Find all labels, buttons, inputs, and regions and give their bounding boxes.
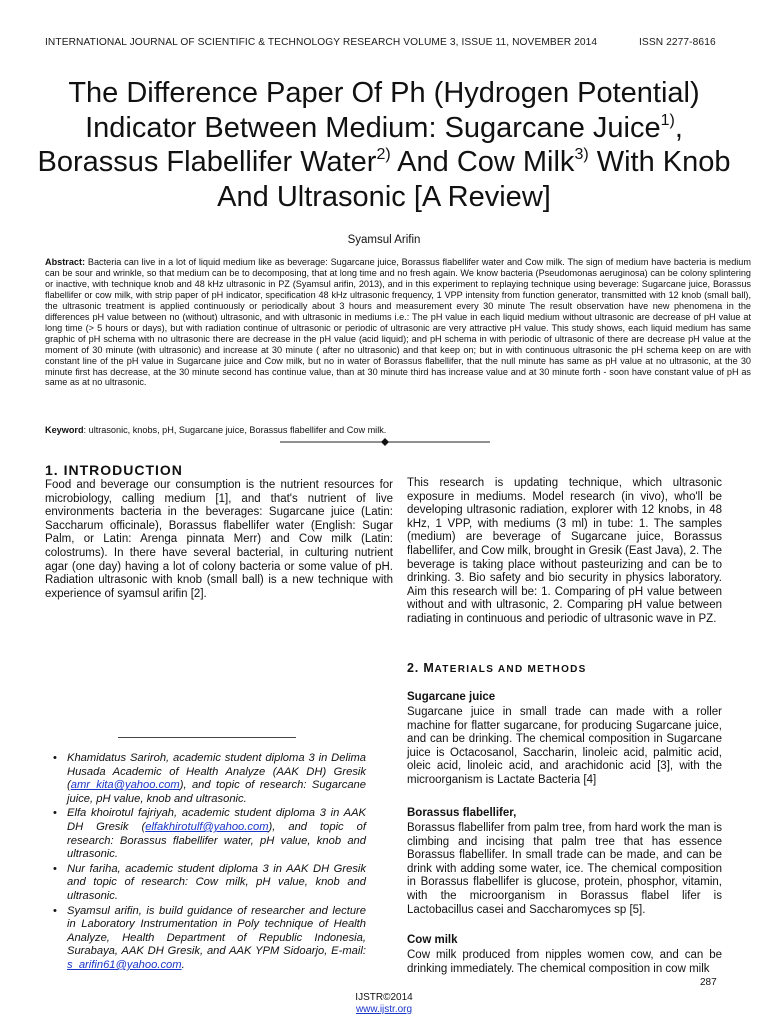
issn: ISSN 2277-8616	[639, 37, 716, 48]
footnote-item: • Nur fariha, academic student diploma 3 in AAK DH Gresik and topic of research: Cow milk, pH value, knob and ultrasonic.	[53, 862, 366, 902]
email-link[interactable]: s_arifin61@yahoo.com	[67, 958, 182, 971]
footnote-item: • Syamsul arifin, is build guidance of researcher and lecture in Laboratory Instrumentation in Poly technique of Health Analyze, Health Department of Republic Indonesia, Surabaya, AAK DH Gresik, and AAK YPM Sidoarjo, E-mail: s_arifin61@yahoo.com.	[53, 904, 366, 971]
bullet-icon: •	[53, 752, 57, 764]
abstract-text: Bacteria can live in a lot of liquid medium like as beverage: Sugarcane juice, Borassus flabellifer water and Cow milk. The sign of medium have bacteria is medium can be sour and wrinkle, so that medium can be to decomposing, that at long time and no fresh again. We know bacteria (Pseudomonas aeruginosa) can be colony splintering or inactive, with technique knob and 48 kHz ultrasonic in PZ (Syamsul arifin, 2013), and in this experiment to replaying technique using beverage: Sugarcane juice, Borassus flabellifer or cow milk, with strip paper of pH indicator, specification 48 kHz ultrasonic frequency, 1 VPP intensity from function generator, transmitted with 12 knob (small ball), the ultrasonic treatment is applied continuously or periodically about 3 hours and measurement every 30 minute The result observation have new phenomena in the differences pH value between no (without) ultrasonic, and with ultrasonic in mediums i.e.: The pH value in each liquid medium without ultrasonic are decrease of pH value at long time (> 5 hours or days), but with radiation continue of ultrasonic or periodic of ultrasonic are very attractive pH value. This study shows, each liquid medium has same graphic of pH schema with no ultrasonic there are decrease in the pH value (acid liquid); and pH schema in with periodic of ultrasonic of there are decrease pH value at the moment of 30 minute (with ultrasonic) and increase at 30 minute ( after no ultrasonic) and that keep on; but in with continuous ultrasonic the pH schema keep on are with constant line of the pH value in Sugarcane juice and Cow milk, but no in water of Borassus flabellifer, that the null minute has same as pH value at no ultrasonic, at the 30 minute first has decrease, at the 30 minute second has continue value, than at 30 minute third has increase value and at 30 minute forth - soon have constant value of pH as same as at no ultrasonic.	[45, 257, 751, 388]
title-sup-2: 2)	[376, 146, 391, 163]
bullet-icon: •	[53, 904, 57, 917]
borassus-heading: Borassus flabellifer,	[407, 807, 517, 819]
title-part-2: , Borassus Flabellifer Water	[37, 111, 683, 178]
intro-text: Food and beverage our consumption is the nutrient resources for microbiology, calling medium [1], and that's nutrient of live environments bacteria in the beverages: Sugarcane juice (Latin: Saccharum officinale), Borassus flabellifer water (English: Sugar Palm, or Latin: Arenga pinnata Merr) and Cow milk (Latin: colostrums). In there have several bacterial, in culturing nutrient agar (one day) having a lot of colony bacteria or some value of pH. Radiation ultrasonic with knob (small ball) is a new technique with experience of syamsul arifin [2].	[45, 479, 393, 600]
section-separator	[280, 436, 490, 448]
intro-continued-text: This research is updating technique, which ultrasonic exposure in mediums. Model research (in vivo), who'll be developing ultrasonic radiation, explorer with 12 knobs, in 48 kHz, 1 VPP, with mediums (3 ml) in tube: 1. The samples (medium) are beverage of Sugarcane juice, Borassus flabellifer, and Cow milk, brought in Gresik (East Java), 2. The beverage is taking place without pasteurizing and can be to drinking. 3. Bio safety and bio security in physics laboratory. Aim this research will be: 1. Comparing of pH value between without and with ultrasonic, 2. Comparing pH value between radiating in continuous and periodic of ultrasonic wave in PZ.	[407, 477, 722, 625]
email-link[interactable]: amr_kita@yahoo.com	[70, 779, 180, 792]
author-footnotes	[53, 752, 366, 974]
footnote-rule	[118, 737, 296, 738]
email-link[interactable]: elfakhirotulf@yahoo.com	[145, 820, 269, 833]
cow-milk-text: Cow milk produced from nipples women cow, and can be drinking immediately. The chemical composition in cow milk	[407, 949, 722, 975]
paper-title	[30, 76, 738, 214]
journal-url-link[interactable]: www.ijstr.org	[355, 1004, 413, 1015]
intro-heading: 1. INTRODUCTION	[45, 462, 183, 478]
title-part-3: And Cow Milk	[390, 146, 575, 178]
cow-milk-heading: Cow milk	[407, 934, 458, 946]
journal-header: INTERNATIONAL JOURNAL OF SCIENTIFIC & TECHNOLOGY RESEARCH VOLUME 3, ISSUE 11, NOVEMBER 2014	[45, 37, 598, 48]
keywords-label: Keyword	[45, 425, 84, 435]
sugarcane-text: Sugarcane juice in small trade can made with a roller machine for flatter sugarcane, for producing Sugarcane juice, and can be drinking. The chemical composition in Sugarcane juice is Octacosanol, Saccharin, linoleic acid, palmitic acid, oleic acid, linoleic acid, and arachidonic acid [3], with the microorganism is Lactate Bacteria [4]	[407, 706, 722, 786]
title-sup-3: 3)	[574, 146, 589, 163]
page-number: 287	[700, 977, 717, 988]
bullet-icon: •	[53, 807, 57, 820]
abstract-label: Abstract:	[45, 257, 86, 267]
sugarcane-heading: Sugarcane juice	[407, 691, 496, 703]
keywords-text: : ultrasonic, knobs, pH, Sugarcane juice, Borassus flabellifer and Cow milk.	[83, 425, 387, 435]
abstract	[45, 257, 751, 388]
footnote-item: • Elfa khoirotul fajriyah, academic student diploma 3 in AAK DH Gresik (elfakhirotulf@yahoo.com), and topic of research: Borassus flabellifer water, pH value, knob and ultrasonic.	[53, 807, 366, 861]
title-sup-1: 1)	[660, 111, 675, 129]
title-part-4: With Knob And Ultrasonic [A Review]	[217, 146, 731, 213]
bullet-icon: •	[53, 862, 57, 875]
author: Syamsul Arifin	[347, 234, 421, 246]
copyright: IJSTR©2014	[355, 992, 413, 1003]
keywords	[45, 425, 751, 435]
footnote-item: • Khamidatus Sariroh, academic student diploma 3 in Delima Husada Academic of Health Analyze (AAK DH) Gresik (amr_kita@yahoo.com), and topic of research: Sugarcane juice, pH value, knob and ultrasonic.	[53, 752, 366, 805]
title-part-1: The Difference Paper Of Ph (Hydrogen Potential) Indicator Between Medium: Sugarcane Juice	[68, 77, 700, 144]
borassus-text: Borassus flabellifer from palm tree, from hard work the man is climbing and incising that palm tree that has essence Borassus flabellifer. In small trade can be made, and can be drink with adding some water, ice. The chemical composition in Borassus flabellifer is glucose, protein, phosphor, vitamin, with the microorganism in Borassus flabel lifer is Lactobacillus casei and Saccharomyces sp [5].	[407, 822, 722, 916]
methods-heading: 2. MATERIALS AND METHODS	[407, 661, 587, 675]
